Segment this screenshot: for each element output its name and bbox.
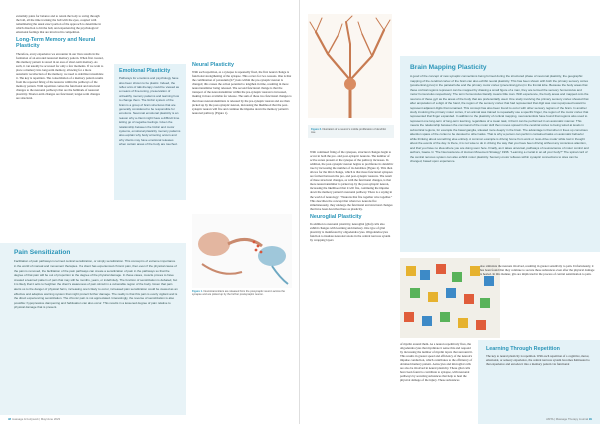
emotional-plasticity-text: Pathways for emotions and psychology have also been shown to be plastic. Indeed, the reflex arcs of talk-therapy could be viewed as a means of fine-tuning, preservation of unhealthy memory patterns and learning how to change them. The limbic system of the brain is a group of brain structures that are generally considered to be responsible for emotions. Neuronal emotional plasticity is an reason why a client might have a difficult time letting go of negative feelings. Given the relationship between the limbic and motor systems, emotional plasticity memory patterns also explain why body armoring occurs and why clients may have emotional releases when certain areas of the body are touched. (119, 76, 181, 147)
pain-sensitization-text: Facilitation of pain pathways is termed central sensitization, or simply sensitization. This concept is of extreme importance in the world of manual and movement therapies. If a client has experienced chronic pain, then even if the physical cause of the pain is removed, the facilitation of the pain pathways can create a sensitization of pain in the pathways so that the degree of that pain will be out of proportion to the degree of the physical damage. In these cases, muscle proves to have created a learned pattern of pain that may still be months, years, or indefinitely. The function of sensitization is debated, but it is likely that it acts to heighten the client's awareness of pain stimuli in a vulnerable region of the body. Given that pain alerts us to the danger of physical harm, increasing one's likely to occur, increased pain sensitization could be viewed as an effective and adaptive warning system that might protect further damage. The reality is that this pain is overly vigilant and is the direct experiencing sensitization. The chronic pain is not appreciated. Interestingly, the reverse of sensitization is also possible: hypopressive dampening and habituation can also occur. This results in a lessened degree of pain relative to physical damage that is present. (14, 259, 178, 310)
pain-sensitization-box (0, 243, 186, 415)
learning-repetition-box (478, 340, 600, 424)
figure-1-caption (192, 290, 292, 297)
neuroglial-plasticity-heading: Neuroglial Plasticity (310, 213, 362, 220)
brain-mapping-heading: Brain Mapping Plasticity (410, 64, 487, 71)
right-page (300, 0, 600, 424)
neural-plasticity-text: With each repetition, as a synapse is repeatedly fired, the first neural change is functional strengthening of the synapse. This occurs for two reasons. One is that the combination of potassium (K+) ions within the pre-synaptic neuron is changed; this causes the action potential to lengthen in time, resulting in more neurotransmitter being released. The second functional change is that the transport of the neurotransmitter within the pre-synaptic neuron is increased, making it more available for release. The sum of these two functional changes is that more neurotransmitters is released by the pre-synaptic neuron and are then picked up by the post-synaptic neuron, increasing the likelihood that the post-synaptic neuron will fire and continue the impulse down the memory pattern's neuronal pathway (Figure 1). (192, 70, 292, 115)
right-col-2-bottom (400, 342, 474, 382)
figure-2-label: Figure 2. (311, 128, 322, 131)
long-term-memory-heading: Long-Term Memory and Neural Plasticity (16, 37, 96, 50)
right-page-number: 99 (588, 417, 592, 421)
learning-repetition-text: The key to neural plasticity is repetition. With each repetition of a cognitive, motor, emotional, or sensory experience, the central nervous system becomes habituated to that experience and encodes it into a memory pattern via functional (486, 354, 590, 367)
long-term-memory-text: Therefore, every experience we encounter in our lives results in the formation of an encoded neuronal memory pattern. When first created, this memory pattern is stored in an area of short-term memory. As such, it can usually be accessed for only a few moments. If we want to place a memory into long-term memory, allowing for a more automatic recollection of the memory, we need to stabilize/consolidate it. The key is repetition. The consolidation of a memory pattern results from the repeated firing of the neurons within the pathways of the memory pattern. With repetition comes the functional and structural changes to the neuronal pathways that are the hallmark of neuronal plasticity. Shorter-term changes are functional; longer-term changes are structural. (16, 51, 104, 101)
left-footer (8, 417, 60, 421)
presynaptic-neuron (198, 232, 230, 256)
figure-2-caption (308, 125, 394, 138)
left-col-1 (16, 14, 104, 100)
right-col-3 (480, 264, 596, 276)
brain-mapping-sidebar (400, 56, 600, 252)
right-footer-text: AMTA | Massage Therapy Journal (546, 417, 589, 421)
postsynaptic-neuron (258, 246, 286, 266)
figure-2-caption-text: Illustration of a neuron's mobile proliferation of dendritic tree (311, 128, 387, 135)
left-footer-text: massage & bodywork | May/June 2023 (11, 417, 61, 421)
myelin-text: of myelin around them. As a neuron repetitively fires, the oligodendrocytes that myelinate it sense this and respond by increasing the number of myelin layers that surround it. This results in greater speed and efficiency of the neuron's impulse conduction, which contributes to the efficiency of obtained memory pattern. Astrocytes and microglial cells are also be involved in neural plasticity. These glial cells have been found to contribute to synapse, with neuronal pathways by secreting substances that help to heal the physical damage of the injury. These substances (400, 342, 473, 383)
left-page-number: 98 (8, 417, 12, 421)
dendritic-tree-figure (308, 14, 392, 118)
intro-paragraph: extremity pains for balance and to return the body to swing through the ball, all the time tracking the ball with the eyes, coupled with remembering the usual exact portion of the approach to determine in which direction to hit the ball, and experiencing the psychological/ emotional feelings that are involved in competition. (16, 14, 101, 35)
neuroglial-plasticity-text: In addition to neuronal plasticity, neuroglial (glial) cells also exhibit changes with learning and memory. One type of glial plasticity is manifested by oligodendrocytes. Oligodendrocytes function to insulate neuronal axons in the central nervous system by wrapping layers (310, 221, 391, 243)
brain-mapping-text: A good of the concept of new synaptic connections being formed during the structured phase of neuronal plasticity, the geographic mapping of the cerebral cortex of the brain can also exhibit neural plasticity. This has been shown with both the primary sensory cortex (postcentral gyrus) in the parietal lobe and the primary motor cortex (precentral gyrus) in the frontal lobe. Because the body areas that these cortical regions represent can be mapped by drawing a small figure of a man, they are termed the sensory homunculus and motor homunculus respectively. The term homunculus literally means little man. With experience, the body areas and mapped onto the neurons of these gyri as the areas of the body that are preferentially used. One study involving the primary sensory cortex showed that after amputation of a digit of the hand, the region of the sensory cortex that had represented that digit was now repurposed toward to represent adjacent digits that remained. This concept has also been found to occur with other sensory regions of the brain. In another study involving the primary motor cortex, if an animal was trained to repeatedly use a specific finger, the region of the motor cortex that represented that finger expanded. In addition to the plasticity of cortical mapping, neuroscientists have found that regions also used to represent one long-term of long-term learning, regardless of a mean task, it that it can be performed in an automatic manner. This means the relationship between the command of the motor skill then moves spread in the cerebral cortex to being wired at levels in subcortical regions, for example the basal ganglia, situated more deeply in the brain. The advantage is that when it frees up conscious attention space of the cortex to be devoted to other tasks. That is why a person can perform contained tasks on automatic behavior while thinking about something else entirely. A common example is driving home from work or 'auto-drive mode' while lost in thought about the events of the day. Is there, it is not wise to do in driving the way that you have been driving without any conscious attention, and that you have no idea where you are doing soon here. Finally, as it takes universal, pathways of neuroscience of motor control and authors, Gaeta. In 'The Neuroscience of Human Movement Strategy' 1996. "Learning a crucial in an all your body?" The spinal cord of the central nervous system can also exhibit motor plasticity. Sensory-motor reflexes within synaptic connections to sites can be changed, based upon experience. (410, 74, 589, 164)
left-col-3 (192, 62, 292, 115)
right-col-1 (310, 150, 394, 242)
right-col-1-top (308, 14, 394, 138)
learning-repetition-heading: Learning Through Repetition (486, 346, 560, 352)
figure-1-label: Figure 1. (192, 290, 203, 293)
glia-sensitization-text: also stimulate the neurons involved, resulting in greater sensitivity to pain. Unfortunately, it has been found that they continue to secrete these substances even after the physical damage is healed. In this manner, glia are implicated in the process of central sensitization to pain. (480, 264, 595, 277)
neural-plasticity-heading: Neural Plasticity (192, 62, 234, 68)
pain-sensitization-heading: Pain Sensitization (14, 249, 71, 256)
neuron-soma (344, 78, 356, 90)
right-footer (546, 417, 592, 421)
emotional-plasticity-heading: Emotional Plasticity (119, 68, 171, 74)
structural-changes-text: With continued firing of the synapses, structural changes begin to occur in both the pre- and post-synaptic neurons. The number of active zones present at the synapse of the pathway increases. In addition, the post-synaptic neuron begins to proliferate its dendritic tree by increasing the number of its dendrites (Figure 2). This then allows for the third change, which is that more functional synapses are formed between the pre- and post-synaptic neurons. The result of these structural changes, as with the functional changes, is that more neurotransmitter is picked up by the post-synaptic neuron, increasing the likelihood that it will fire, continuing the impulse down the memory pattern's neuronal pathway. There is a saying in the world of neurology: "Neurons that fire together wire together." This describes the concept that when two neurons fire simultaneously, they undergo the functional and structural changes that have been described here as plasticity. (310, 150, 394, 211)
synapse-figure (192, 214, 292, 288)
emotional-plasticity-sidebar (114, 64, 186, 200)
figure-1-caption-text: Neurotransmitters are released from the presynaptic neuron across the synapse and are picked up by the further postsynaptic neuron. (192, 290, 286, 297)
